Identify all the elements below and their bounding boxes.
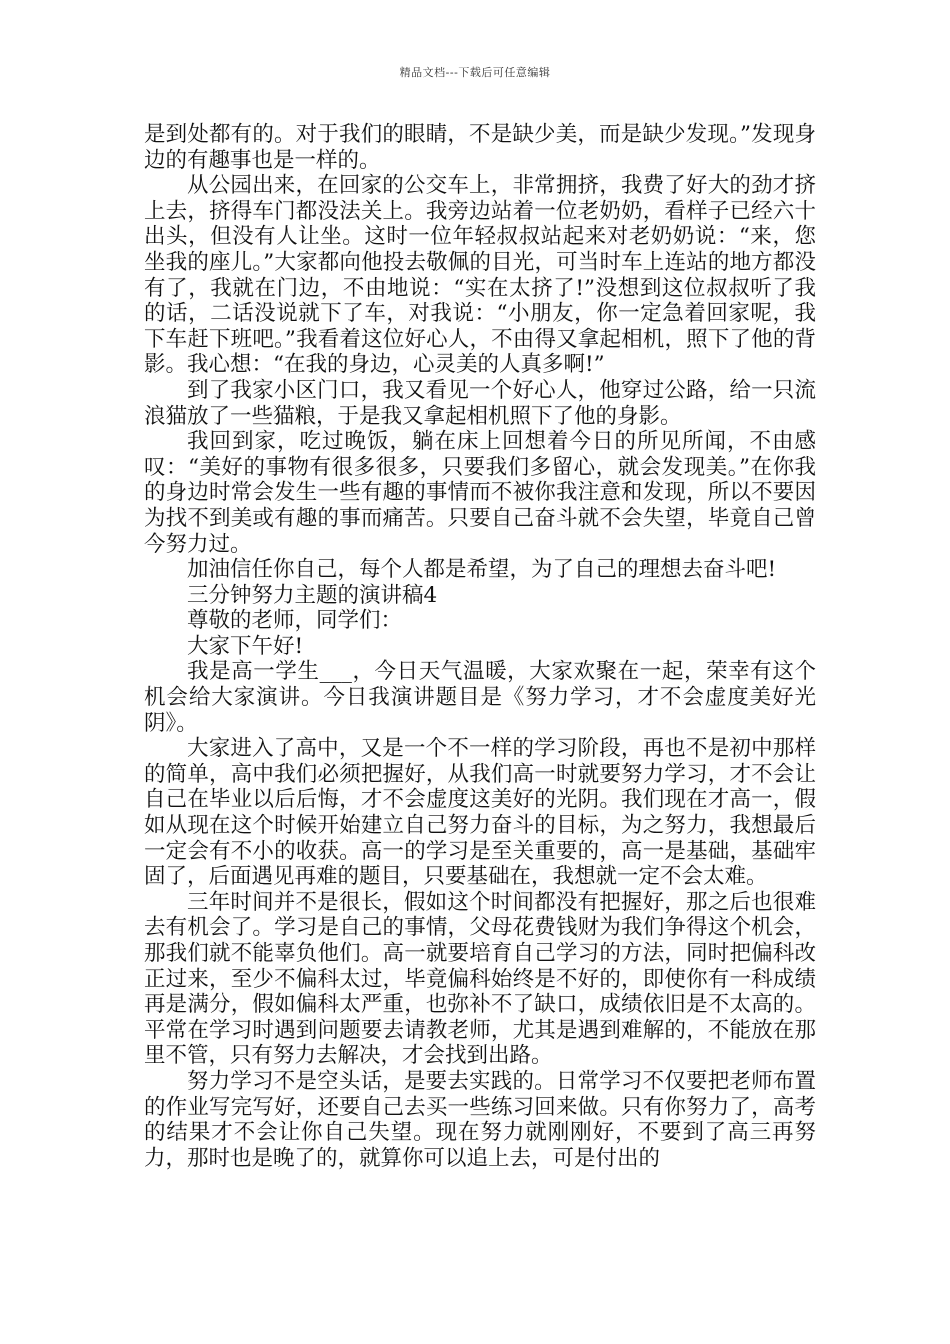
paragraph: 努力学习不是空头话，是要去实践的。日常学习不仅要把老师布置的作业写完写好，还要自己去买一些练习回来做。只有你努力了，高考的结果才不会让你自己失望。现在努力就刚刚好，不要到了高三再努力，那时也是晚了的，就算你可以追上去，可是付出的 (144, 1068, 816, 1171)
paragraph: 三年时间并不是很长，假如这个时间都没有把握好，那之后也很难去有机会了。学习是自己的事情，父母花费钱财为我们争得这个机会，那我们就不能辜负他们。高一就要培育自己学习的方法，同时把偏科改正过来，至少不偏科太过，毕竟偏科始终是不好的，即使你有一科成绩再是满分，假如偏科太严重，也弥补不了缺口，成绩依旧是不太高的。平常在学习时遇到问题要去请教老师，尤其是遇到难解的，不能放在那里不管，只有努力去解决，才会找到出路。 (144, 889, 816, 1069)
page-header: 精品文档---下载后可任意编辑 (399, 66, 551, 79)
salutation: 尊敬的老师，同学们： (187, 608, 403, 634)
paragraph: 我回到家，吃过晚饭，躺在床上回想着今日的所见所闻，不由感叹：“美好的事物有很多很多，只要我们多留心，就会发现美。”在你我的身边时常会发生一些有趣的事情而不被你我注意和发现，所以不要因为找不到美或有趣的事而痛苦。只要自己奋斗就不会失望，毕竟自己曾今努力过。 (144, 429, 816, 557)
speech-title: 三分钟努力主题的演讲稿4 (187, 582, 438, 608)
paragraph: 加油信任你自己，每个人都是希望，为了自己的理想去奋斗吧! (187, 557, 777, 583)
paragraph: 我是高一学生___，今日天气温暖，大家欢聚在一起，荣幸有这个机会给大家演讲。今日我演讲题目是《努力学习，才不会虚度美好光阴》。 (144, 659, 816, 736)
paragraph: 大家进入了高中，又是一个不一样的学习阶段，再也不是初中那样的简单，高中我们必须把握好，从我们高一时就要努力学习，才不会让自己在毕业以后后悔，才不会虚度这美好的光阴。我们现在才高一，假如从现在这个时候开始建立自己努力奋斗的目标，为之努力，我想最后一定会有不小的收获。高一的学习是至关重要的，高一是基础，基础牢固了，后面遇见再难的题目，只要基础在，我想就一定不会太难。 (144, 736, 816, 890)
greeting: 大家下午好! (187, 633, 304, 659)
document-body (144, 122, 816, 1171)
paragraph: 到了我家小区门口，我又看见一个好心人，他穿过公路，给一只流浪猫放了一些猫粮，于是我又拿起相机照下了他的身影。 (144, 377, 816, 429)
paragraph: 是到处都有的。对于我们的眼睛，不是缺少美，而是缺少发现。”发现身边的有趣事也是一样的。 (144, 122, 816, 173)
paragraph: 从公园出来，在回家的公交车上，非常拥挤，我费了好大的劲才挤上去，挤得车门都没法关上。我旁边站着一位老奶奶，看样子已经六十出头，但没有人让坐。这时一位年轻叔叔站起来对老奶奶说：“来，您坐我的座儿。”大家都向他投去敬佩的目光，可当时车上连站的地方都没有了，我就在门边，不由地说：“实在太挤了!”没想到这位叔叔听了我的话，二话没说就下了车，对我说：“小朋友，你一定急着回家呢，我下车赶下班吧。”我看着这位好心人，不由得又拿起相机，照下了他的背影。我心想：“在我的身边，心灵美的人真多啊!” (144, 173, 816, 378)
